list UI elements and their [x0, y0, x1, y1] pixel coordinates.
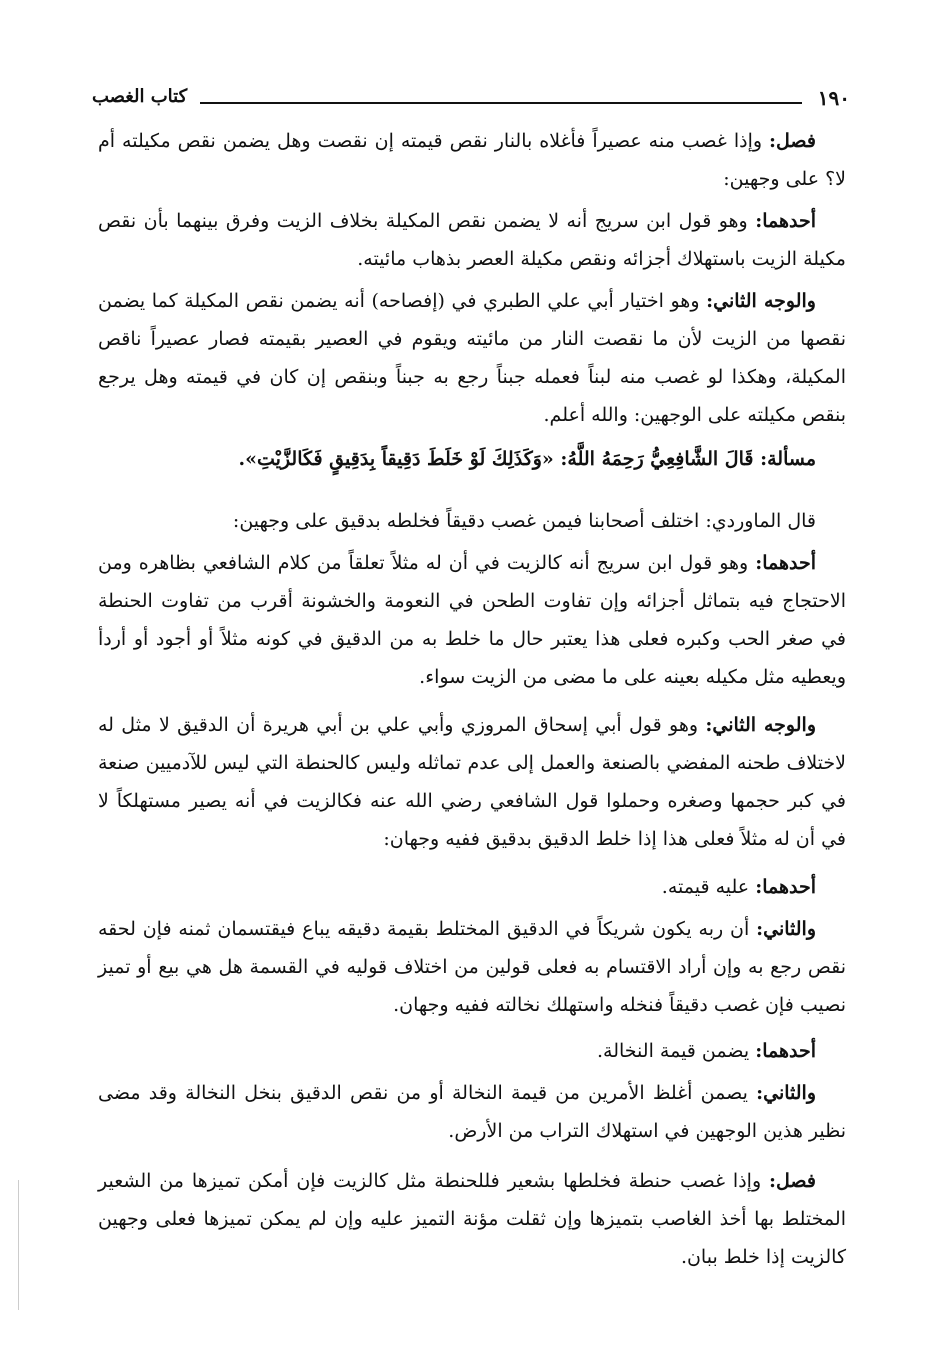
paragraph [98, 706, 846, 858]
paragraph-lead: والوجه الثاني: [706, 290, 816, 312]
paragraph [98, 122, 846, 198]
paragraph-lead: أحدهما: [755, 552, 816, 574]
paragraph [98, 202, 846, 278]
paragraph-lead: والثاني: [756, 1082, 816, 1104]
paragraph-lead: مسألة: [760, 448, 816, 470]
paragraph-lead: والثاني: [756, 918, 816, 940]
paragraph-lead: أحدهما: [755, 876, 816, 898]
scan-edge-line [18, 1180, 19, 1310]
paragraph-text: وهو قول أبي إسحاق المروزي وأبي علي بن أبي هريرة أن الدقيق لا مثل له لاختلاف طحنه المفضي بالصنعة والعمل إلى عدم تماثله وليس كالحنطة التي ليس للآدميين صنعة في كبر حجمها وصغره وحملوا قول الشافعي رضي الله عنه فكالزيت في أنه يصير مستهلكاً لا في أن له مثلاً فعلى هذا إذا خلط الدقيق بدقيق ففيه وجهان: [98, 714, 846, 850]
paragraph-text: أن ربه يكون شريكاً في الدقيق المختلط بقيمة دقيقه يباع فيقتسمان ثمنه فإن لحقه نقص رجع به وإن أراد الاقتسام به فعلى قولين من اختلاف قوليه في القسمة هل هي بيع أو تميز نصيب فإن غصب دقيقاً فنخله واستهلك نخالته ففيه وجهان. [98, 918, 846, 1016]
paragraph-lead: فصل: [769, 130, 816, 152]
paragraph [98, 544, 846, 696]
paragraph [98, 502, 846, 540]
book-title: كتاب الغصب [92, 86, 188, 107]
paragraph-lead: فصل: [769, 1170, 816, 1192]
page-body [98, 122, 846, 1280]
paragraph [98, 1032, 846, 1070]
paragraph-lead: أحدهما: [755, 210, 816, 232]
header-rule [200, 102, 802, 104]
paragraph-text: عليه قيمته. [661, 876, 756, 898]
paragraph [98, 1074, 846, 1150]
paragraph-text: يضمن قيمة النخالة. [596, 1040, 756, 1062]
paragraph [98, 282, 846, 434]
masala-paragraph [98, 440, 846, 478]
paragraph-text: وهو قول ابن سريج أنه كالزيت في أن له مثلاً تعلقاً من كلام الشافعي بظاهره ومن الاحتجاج فيه بتماثل أجزائه وإن تفاوت الطحن في النعومة والخشونة أقرب من تفاوت الحنطة في صغر الحب وكبره فعلى هذا يعتبر حال ما خلط به من الدقيق في كونه مثلاً أو أجود أو أردأ ويعطيه مثل مكيله بعينه على ما مضى من الزيت سواء. [98, 552, 846, 688]
paragraph-text: قَالَ الشَّافِعِيُّ رَحِمَهُ اللَّهُ: «وَكَذَلِكَ لَوْ خَلَطَ دَقِيقاً بِدَقِيقٍ فَكَالزَّيْتِ». [238, 448, 761, 470]
paragraph-text: وهو اختيار أبي علي الطبري في (إفصاحه) أنه يضمن نقص المكيلة كما يضمن نقصها من الزيت لأن ما نقصت النار من مائيته ويقوم في العصير بقيمته فصار عصيراً ناقص المكيلة، وهكذا لو غصب منه لبناً فعمله جبناً رجع به جبناً وبنقص إن كان في قيمته وهل يرجع بنقص مكيلته على الوجهين: والله أعلم. [98, 290, 846, 426]
paragraph-text: وهو قول ابن سريج أنه لا يضمن نقص المكيلة بخلاف الزيت وفرق بينهما بأن نقص مكيلة الزيت باستهلاك أجزائه ونقص مكيلة العصر بذهاب مائيته. [98, 210, 846, 270]
page-header [92, 86, 850, 114]
paragraph [98, 910, 846, 1024]
paragraph-lead: والوجه الثاني: [705, 714, 816, 736]
paragraph [98, 868, 846, 906]
paragraph-text: قال الماوردي: اختلف أصحابنا فيمن غصب دقيقاً فخلطه بدقيق على وجهين: [232, 510, 816, 532]
paragraph-text: يصمن أغلظ الأمرين من قيمة النخالة أو من نقص الدقيق بنخل النخالة وقد مضى نظير هذين الوجهين في استهلاك التراب من الأرض. [98, 1082, 846, 1142]
paragraph-text: وإذا غصب منه عصيراً فأغلاه بالنار نقص قيمته إن نقصت وهل يضمن نقص مكيلته أم لا؟ على وجهين: [98, 130, 846, 190]
paragraph [98, 1162, 846, 1276]
paragraph-lead: أحدهما: [755, 1040, 816, 1062]
page-number: ١٩٠ [817, 86, 850, 110]
paragraph-text: وإذا غصب حنطة فخلطها بشعير فللحنطة مثل كالزيت فإن أمكن تميزها من الشعير المختلط بها أخذ الغاصب بتميزها وإن ثقلت مؤنة التميز عليه وإن لم يمكن تميزها فعلى وجهين كالزيت إذا خلط ببان. [98, 1170, 846, 1268]
